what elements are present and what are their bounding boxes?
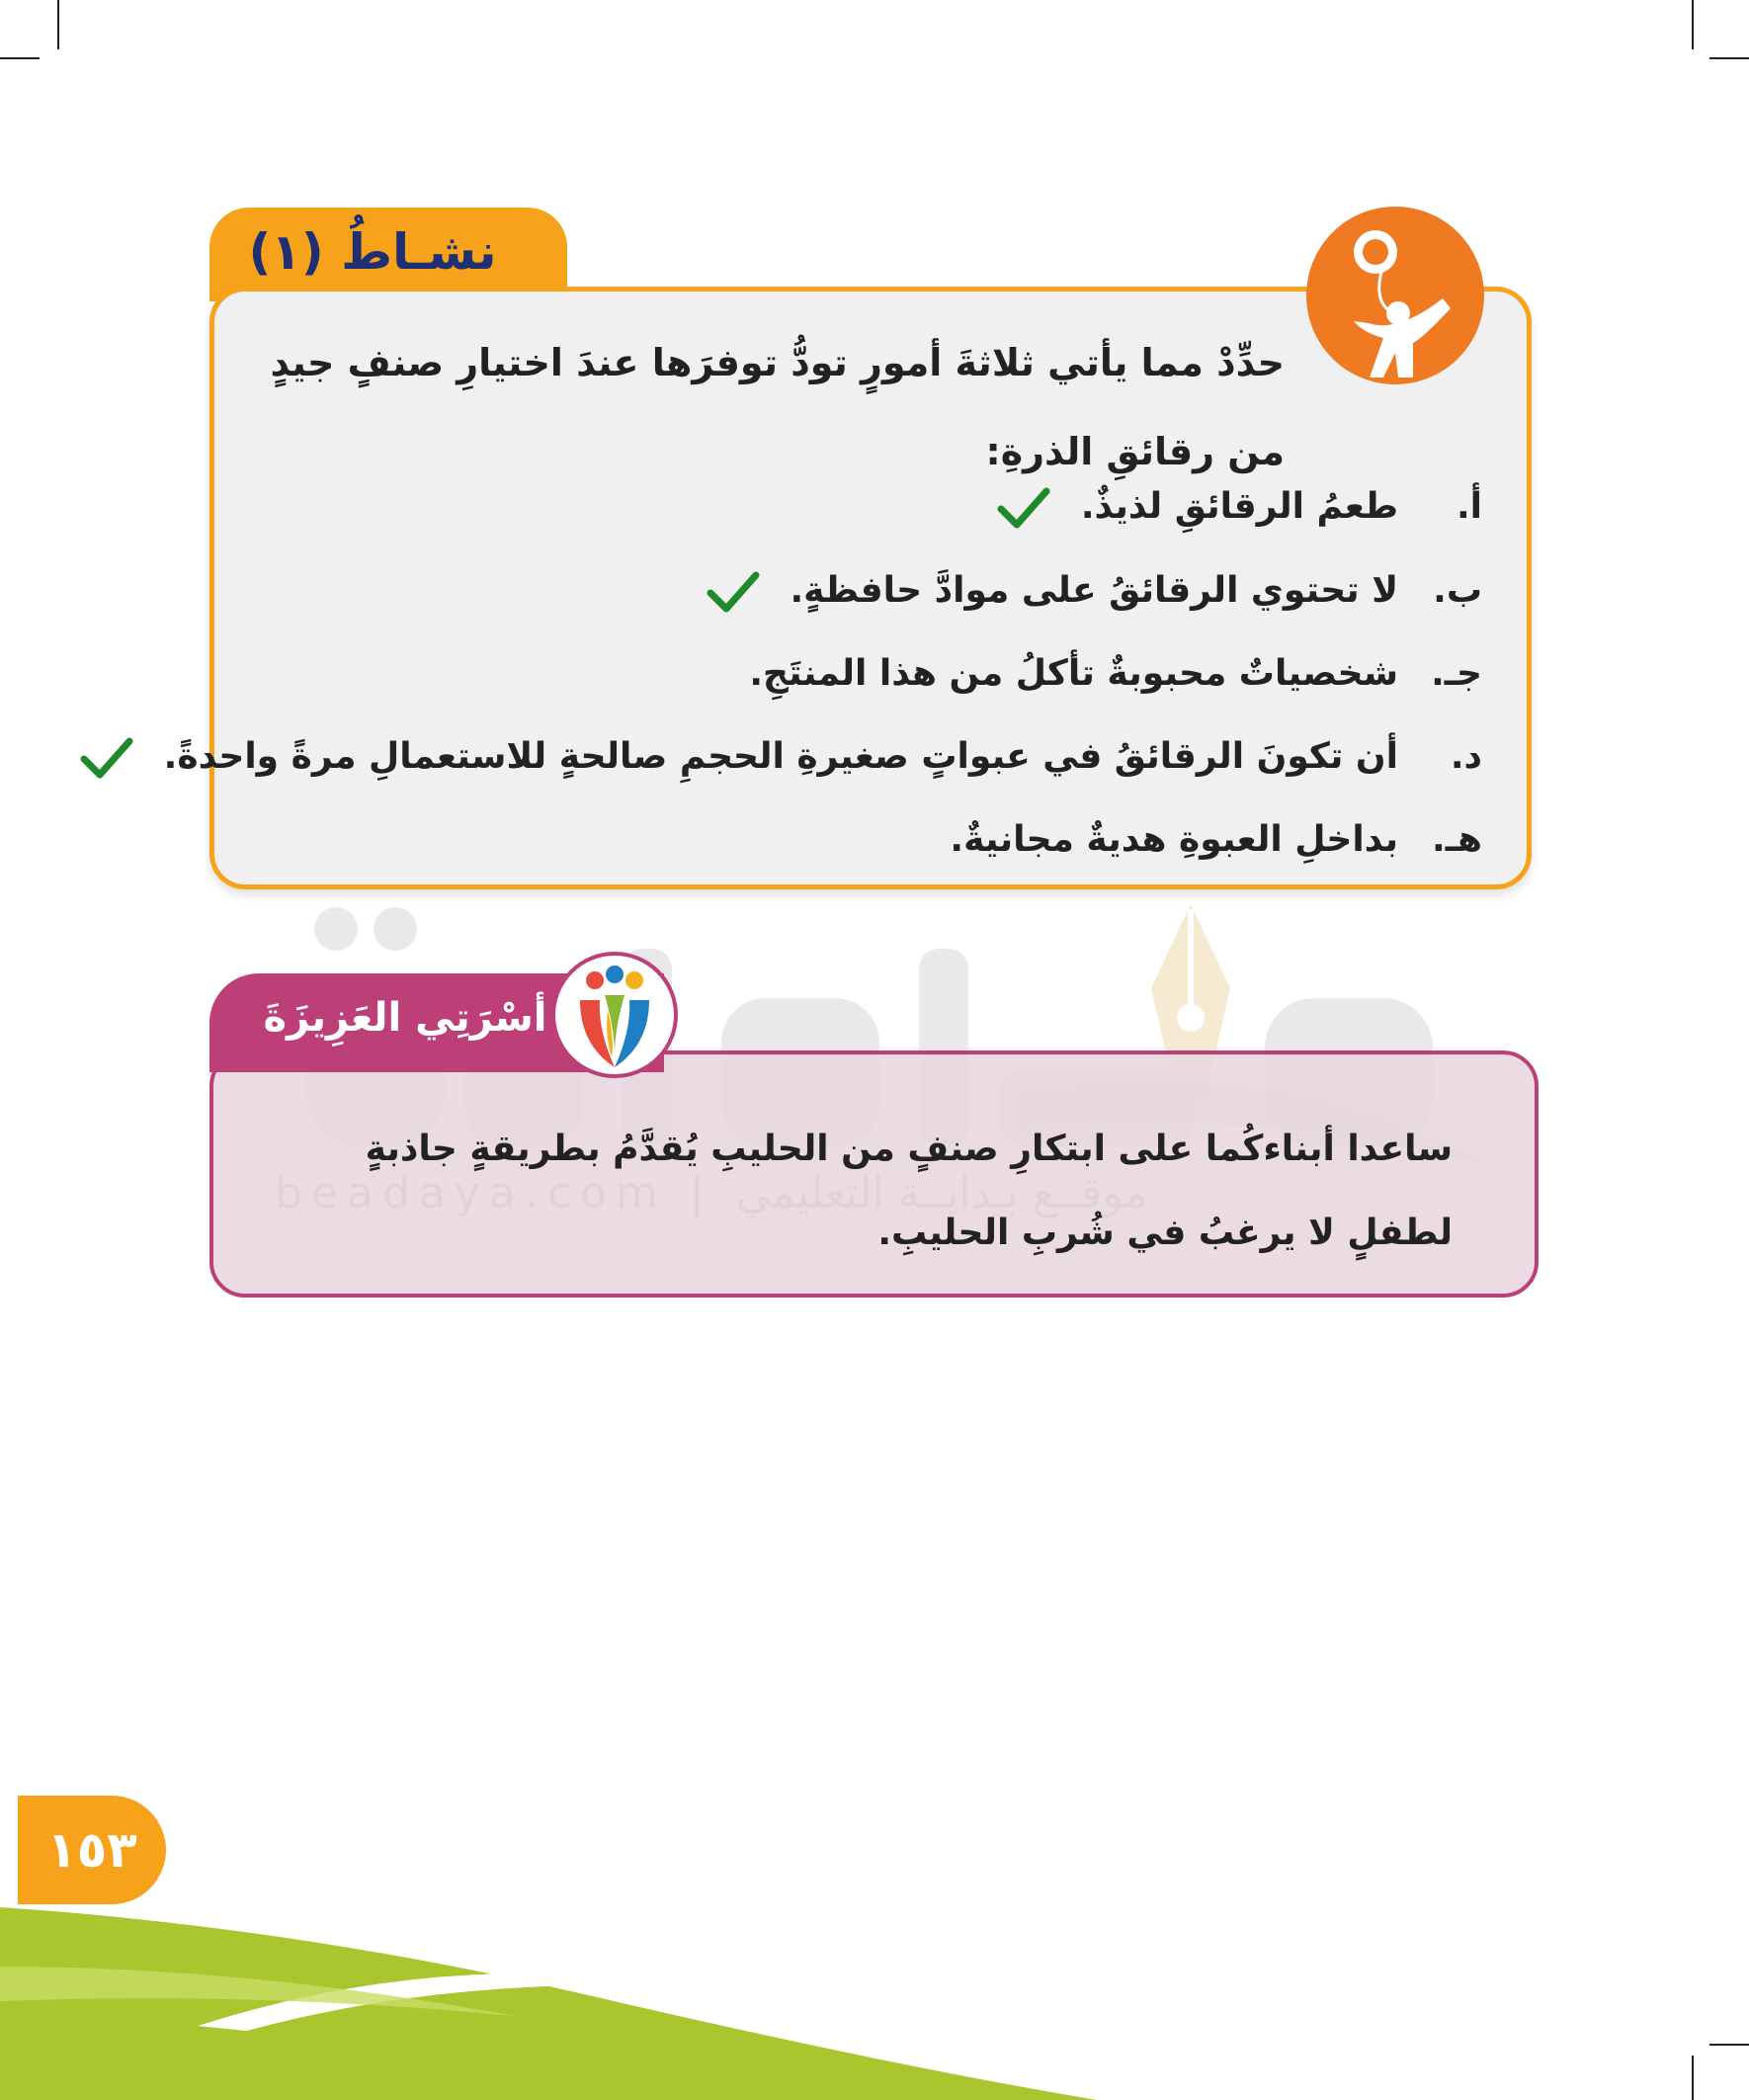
option-a [296, 472, 1482, 542]
option-c [296, 639, 1482, 709]
page-number: ١٥٣ [18, 1796, 166, 1904]
checkmark-icon [707, 569, 760, 615]
footer-swoosh [0, 1907, 1186, 2100]
option-text: أن تكونَ الرقائقُ في عبواتٍ صغيرةِ الحجمِ صالحةٍ للاستعمالِ مرةً واحدةً. [163, 736, 1398, 777]
crop-mark [1692, 0, 1694, 49]
option-text: بداخلِ العبوةِ هديةٌ مجانيةٌ. [950, 819, 1398, 860]
option-text: شخصياتٌ محبوبةٌ تأكلُ من هذا المنتَجِ. [749, 653, 1398, 694]
child-with-balloon-icon [1304, 205, 1487, 387]
option-letter: د. [1450, 736, 1482, 777]
family-text: ساعدا أبناءكُما على ابتكارِ صنفٍ من الحليبِ يُقدَّمُ بطريقةٍ جاذبةٍ لطفلٍ لا يرغبُ في شُربِ الحليبِ. [365, 1129, 1453, 1253]
family-heart-icon [550, 951, 679, 1079]
option-b [296, 556, 1482, 626]
option-text: طعمُ الرقائقِ لذيذٌ. [1080, 486, 1398, 527]
family-title: أسْرَتِي العَزِيزَةَ [263, 995, 547, 1041]
checkmark-icon [80, 735, 133, 781]
option-letter: ب. [1433, 570, 1482, 611]
crop-mark [1709, 2044, 1749, 2046]
checkmark-icon [997, 485, 1050, 531]
option-letter: أ. [1456, 486, 1482, 527]
activity-question: حدِّدْ مما يأتي ثلاثةَ أمورٍ تودُّ توفرَها عندَ اختيارِ صنفٍ جيدٍ من رقائقِ الذرةِ: [270, 341, 1285, 473]
option-letter: هـ. [1432, 819, 1482, 860]
option-e [296, 805, 1482, 875]
option-letter: جـ. [1431, 653, 1482, 694]
option-d [163, 722, 1482, 792]
crop-mark [0, 57, 40, 59]
crop-mark [1692, 2056, 1694, 2100]
crop-mark [1709, 57, 1749, 59]
activity-title: نشـاطُ (١) [248, 223, 497, 281]
crop-mark [57, 0, 59, 49]
option-text: لا تحتوي الرقائقُ على موادَّ حافظةٍ. [790, 570, 1398, 611]
